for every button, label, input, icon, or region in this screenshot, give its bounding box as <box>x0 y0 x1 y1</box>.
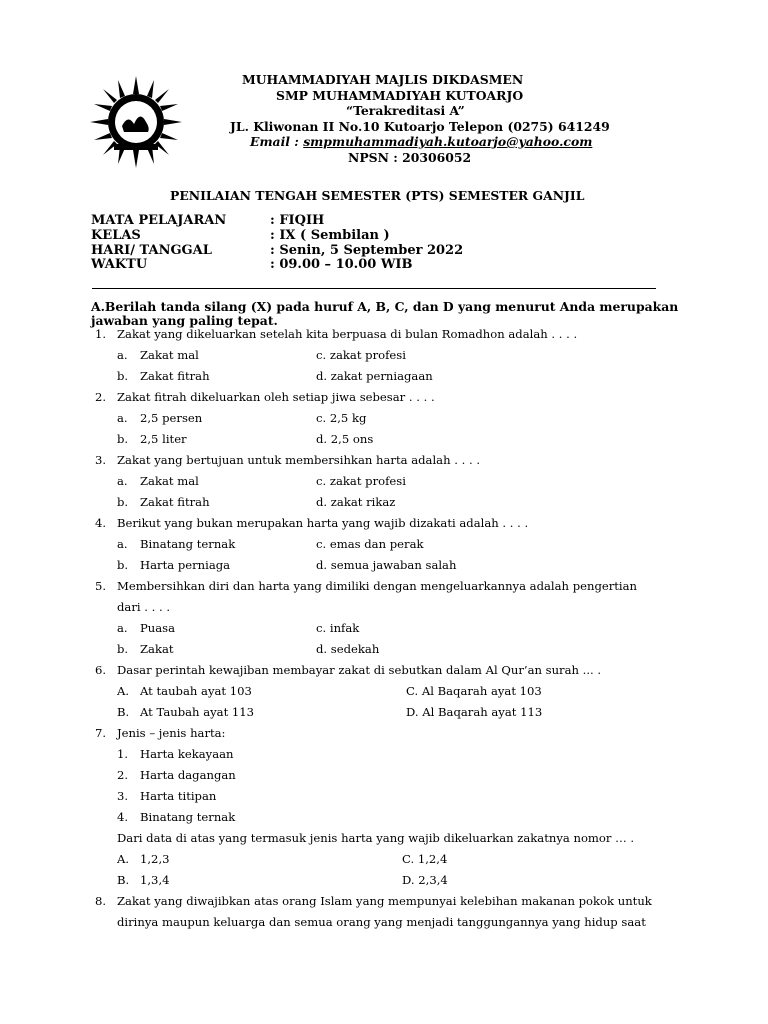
meta-value: : 09.00 – 10.00 WIB <box>270 257 413 272</box>
option-letter[interactable]: B. <box>117 873 130 887</box>
org-name: MUHAMMADIYAH MAJLIS DIKDASMEN <box>242 72 524 87</box>
option-text[interactable]: 1,3,4 <box>140 873 170 887</box>
option-text[interactable]: Zakat mal <box>140 348 199 362</box>
meta-label: KELAS <box>91 228 141 243</box>
option-text[interactable]: Zakat fitrah <box>140 495 210 509</box>
option-choice[interactable]: d. 2,5 ons <box>316 432 374 446</box>
meta-value: : Senin, 5 September 2022 <box>270 243 464 258</box>
email-link[interactable]: smpmuhammadiyah.kutoarjo@yahoo.com <box>303 134 593 149</box>
meta-label: HARI/ TANGGAL <box>91 243 212 258</box>
question-number: 2. <box>95 390 107 404</box>
list-number: 2. <box>117 768 129 782</box>
instruction-line-1: A.Berilah tanda silang (X) pada huruf A, B, C, dan D yang menurut Anda merupakan <box>91 299 679 314</box>
list-number: 4. <box>117 810 129 824</box>
accreditation: “Terakreditasi A” <box>346 103 465 118</box>
option-choice[interactable]: d. zakat perniagaan <box>316 369 433 383</box>
option-choice[interactable]: d. sedekah <box>316 642 380 656</box>
option-letter[interactable]: a. <box>117 474 128 488</box>
question-text: Dasar perintah kewajiban membayar zakat di sebutkan dalam Al Qur’an surah ... . <box>117 663 602 677</box>
question-prompt: Dari data di atas yang termasuk jenis harta yang wajib dikeluarkan zakatnya nomor … . <box>117 831 635 845</box>
option-choice[interactable]: c. infak <box>316 621 360 635</box>
npsn: NPSN : 20306052 <box>348 150 472 165</box>
question-text-cont: dirinya maupun keluarga dan semua orang yang menjadi tanggungannya yang hidup saat <box>117 915 646 929</box>
option-text[interactable]: 2,5 liter <box>140 432 187 446</box>
option-letter[interactable]: A. <box>117 684 130 698</box>
option-choice[interactable]: d. semua jawaban salah <box>316 558 457 572</box>
question-number: 6. <box>95 663 107 677</box>
meta-value: : FIQIH <box>270 213 325 228</box>
option-text[interactable]: Zakat <box>140 642 174 656</box>
exam-title: PENILAIAN TENGAH SEMESTER (PTS) SEMESTER GANJIL <box>170 188 585 203</box>
question-number: 3. <box>95 453 107 467</box>
option-choice[interactable]: D. Al Baqarah ayat 113 <box>406 705 543 719</box>
option-choice[interactable]: C. 1,2,4 <box>402 852 448 866</box>
option-choice[interactable]: C. Al Baqarah ayat 103 <box>406 684 542 698</box>
header-divider <box>92 288 656 289</box>
question-text: Jenis – jenis harta: <box>117 726 226 740</box>
option-text[interactable]: Harta perniaga <box>140 558 231 572</box>
option-letter[interactable]: a. <box>117 348 128 362</box>
question-number: 1. <box>95 327 107 341</box>
question-number: 4. <box>95 516 107 530</box>
question-text: Zakat yang bertujuan untuk membersihkan harta adalah . . . . <box>117 453 481 467</box>
school-logo <box>88 74 184 170</box>
option-letter[interactable]: a. <box>117 621 128 635</box>
option-choice[interactable]: c. emas dan perak <box>316 537 424 551</box>
option-choice[interactable]: c. 2,5 kg <box>316 411 367 425</box>
question-number: 5. <box>95 579 107 593</box>
school-email <box>250 134 592 149</box>
question-text: Berikut yang bukan merupakan harta yang wajib dizakati adalah . . . . <box>117 516 529 530</box>
meta-label: MATA PELAJARAN <box>91 213 227 228</box>
option-letter[interactable]: a. <box>117 537 128 551</box>
option-letter[interactable]: b. <box>117 432 129 446</box>
option-letter[interactable]: b. <box>117 495 129 509</box>
option-text[interactable]: At Taubah ayat 113 <box>140 705 255 719</box>
option-text[interactable]: 2,5 persen <box>140 411 203 425</box>
list-number: 1. <box>117 747 129 761</box>
meta-value: : IX ( Sembilan ) <box>270 228 390 243</box>
option-choice[interactable]: D. 2,3,4 <box>402 873 448 887</box>
option-text[interactable]: Binatang ternak <box>140 537 236 551</box>
list-item: Harta titipan <box>140 789 217 803</box>
option-text[interactable]: Puasa <box>140 621 176 635</box>
list-number: 3. <box>117 789 129 803</box>
option-choice[interactable]: c. zakat profesi <box>316 474 406 488</box>
option-choice[interactable]: d. zakat rikaz <box>316 495 396 509</box>
list-item: Binatang ternak <box>140 810 236 824</box>
email-label: Email : <box>250 134 304 149</box>
school-name: SMP MUHAMMADIYAH KUTOARJO <box>276 88 524 103</box>
option-letter[interactable]: b. <box>117 558 129 572</box>
option-text[interactable]: At taubah ayat 103 <box>140 684 252 698</box>
option-text[interactable]: Zakat fitrah <box>140 369 210 383</box>
instruction-line-2: jawaban yang paling tepat. <box>91 313 278 328</box>
option-letter[interactable]: a. <box>117 411 128 425</box>
question-text: Zakat yang diwajibkan atas orang Islam yang mempunyai kelebihan makanan pokok untuk <box>117 894 652 908</box>
question-number: 7. <box>95 726 107 740</box>
option-letter[interactable]: b. <box>117 642 129 656</box>
option-letter[interactable]: B. <box>117 705 130 719</box>
option-text[interactable]: Zakat mal <box>140 474 199 488</box>
list-item: Harta kekayaan <box>140 747 234 761</box>
option-text[interactable]: 1,2,3 <box>140 852 170 866</box>
school-address: JL. Kliwonan II No.10 Kutoarjo Telepon (0275) 641249 <box>230 119 610 134</box>
question-text: Zakat fitrah dikeluarkan oleh setiap jiwa sebesar . . . . <box>117 390 435 404</box>
question-text-cont: dari . . . . <box>117 600 171 614</box>
option-letter[interactable]: A. <box>117 852 130 866</box>
option-choice[interactable]: c. zakat profesi <box>316 348 406 362</box>
question-text: Zakat yang dikeluarkan setelah kita berpuasa di bulan Romadhon adalah . . . . <box>117 327 578 341</box>
question-text: Membersihkan diri dan harta yang dimiliki dengan mengeluarkannya adalah pengertian <box>117 579 638 593</box>
sun-emblem-icon <box>88 74 184 170</box>
meta-label: WAKTU <box>91 257 148 272</box>
option-letter[interactable]: b. <box>117 369 129 383</box>
list-item: Harta dagangan <box>140 768 236 782</box>
question-number: 8. <box>95 894 107 908</box>
